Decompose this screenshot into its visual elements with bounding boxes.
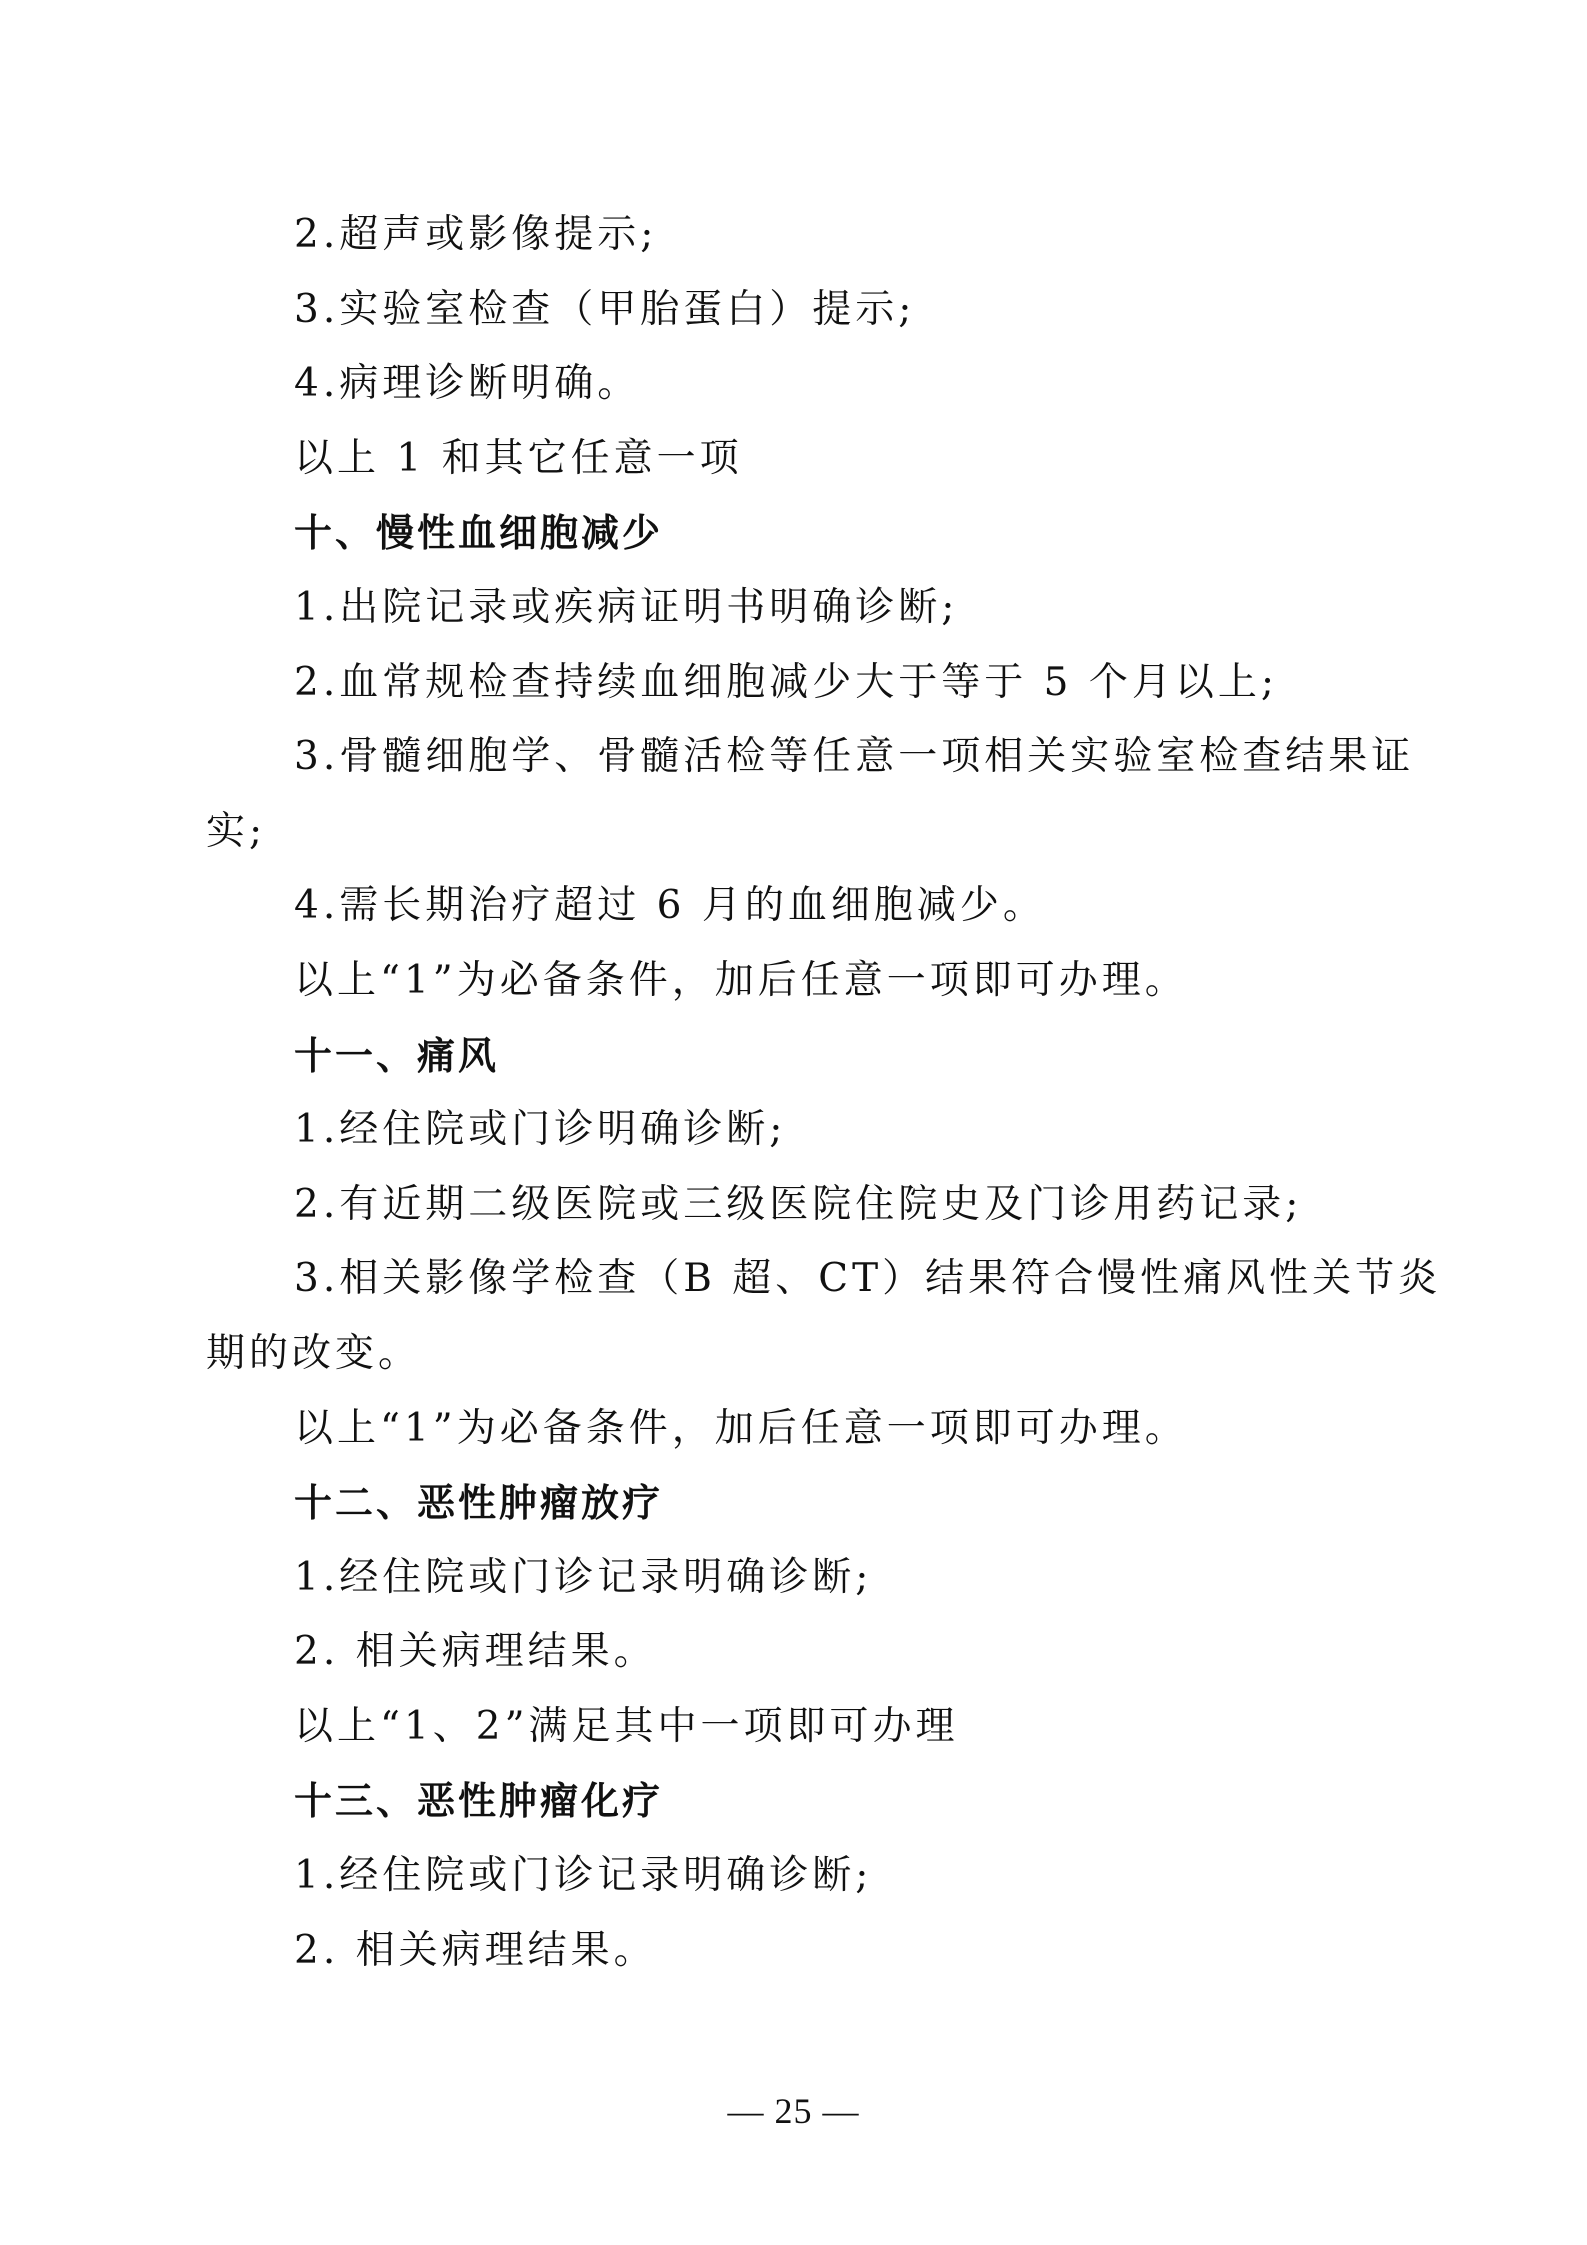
section-heading: 十、慢性血细胞减少 <box>294 511 664 556</box>
criteria-item: 3.实验室检查（甲胎蛋白）提示; <box>294 286 916 332</box>
document-body <box>206 198 1442 1988</box>
criteria-note: 以上“1”为必备条件，加后任意一项即可办理。 <box>294 1405 1188 1451</box>
criteria-item: 3.骨髓细胞学、骨髓活检等任意一项相关实验室检查结果证 <box>294 734 1415 780</box>
criteria-item-continuation: 期的改变。 <box>206 1330 422 1376</box>
criteria-item: 2. 相关病理结果。 <box>294 1629 657 1675</box>
criteria-item: 4.病理诊断明确。 <box>294 361 641 407</box>
page-number: — 25 — <box>727 2091 860 2131</box>
criteria-note: 以上 1 和其它任意一项 <box>294 435 743 481</box>
criteria-note: 以上“1、2”满足其中一项即可办理 <box>294 1703 959 1749</box>
criteria-item: 3.相关影像学检查（B 超、CT）结果符合慢性痛风性关节炎 <box>294 1256 1442 1302</box>
criteria-item: 1.经住院或门诊记录明确诊断; <box>294 1554 873 1600</box>
criteria-item: 1.经住院或门诊记录明确诊断; <box>294 1853 873 1899</box>
criteria-note: 以上“1”为必备条件，加后任意一项即可办理。 <box>294 957 1188 1003</box>
criteria-item: 2.血常规检查持续血细胞减少大于等于 5 个月以上; <box>294 659 1278 705</box>
section-heading: 十三、恶性肿瘤化疗 <box>294 1779 664 1824</box>
criteria-item: 2.有近期二级医院或三级医院住院史及门诊用药记录; <box>294 1181 1303 1227</box>
criteria-item: 4.需长期治疗超过 6 月的血细胞减少。 <box>294 883 1046 929</box>
criteria-item: 1.经住院或门诊明确诊断; <box>294 1107 787 1153</box>
criteria-item: 1.出院记录或疾病证明书明确诊断; <box>294 584 959 630</box>
criteria-item: 2. 相关病理结果。 <box>294 1927 657 1973</box>
criteria-item: 2.超声或影像提示; <box>294 212 658 257</box>
criteria-item-continuation: 实; <box>206 808 267 854</box>
section-heading: 十二、恶性肿瘤放疗 <box>294 1481 664 1526</box>
section-heading: 十一、痛风 <box>294 1033 500 1078</box>
